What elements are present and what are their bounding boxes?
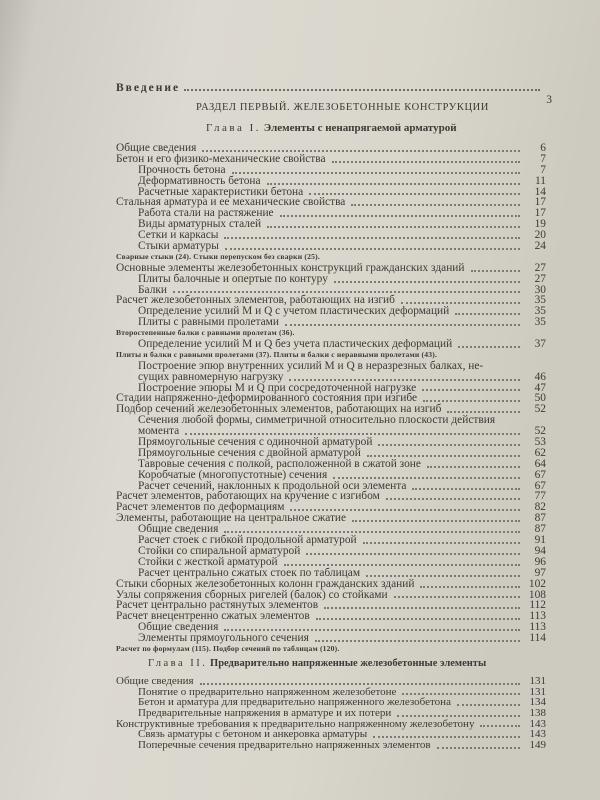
dot-leader: [373, 736, 520, 738]
dot-leader: [397, 715, 520, 717]
entry-title: Сварные стыки (24). Стыки перепуском без сварки (25).: [116, 251, 320, 261]
dot-leader: [437, 747, 520, 749]
entry-page: 11: [535, 174, 546, 187]
entry-page: 35: [534, 316, 546, 329]
entry-title: Общие сведения: [116, 141, 197, 154]
entry-title: Расчет стоек с гибкой продольной арматурой: [138, 534, 357, 547]
dot-leader: [202, 150, 520, 152]
dot-leader: [224, 629, 520, 631]
entry-page: 131: [529, 685, 546, 698]
entry-title: Второстепенные балки с равными пролетам (36).: [116, 328, 295, 338]
entry-title: Виды арматурных сталей: [138, 218, 262, 231]
dot-leader: [334, 281, 520, 283]
entry-title: Прямоугольные сечения с одиночной арматурой: [138, 436, 373, 449]
dot-leader: [306, 553, 520, 555]
toc-entry-wrapped-line: [116, 415, 546, 426]
entry-title: Построение эпюры M и Q при сосредоточенной нагрузке: [138, 381, 417, 394]
entry-title: Расчет по формулам (115). Подбор сечений по таблицам (120).: [116, 643, 340, 653]
entry-page: 108: [528, 588, 546, 601]
entry-page: 27: [534, 261, 546, 274]
entry-page: 143: [529, 717, 546, 730]
chapter-2-entries: [116, 676, 546, 751]
entry-title: Конструктивные требования к предварительно напряженному железобетону: [116, 717, 475, 730]
entry-title: Предварительные напряжения в арматуре и их потери: [138, 707, 392, 720]
section-heading: РАЗДЕЛ ПЕРВЫЙ. ЖЕЛЕЗОБЕТОННЫЕ КОНСТРУКЦИИ: [196, 102, 489, 113]
dot-leader: [316, 618, 520, 620]
entry-title: Стадии напряженно-деформированного состояния при изгибе: [116, 392, 418, 405]
entry-title: Работа стали на растяжение: [138, 207, 274, 220]
entry-title: Элементы прямоугольного сечения: [138, 632, 309, 645]
entry-title: Определение усилий M и Q с учетом пластических деформаций: [138, 305, 450, 318]
dot-leader: [471, 270, 521, 272]
dot-leader: [324, 607, 520, 609]
entry-page: 82: [534, 501, 546, 514]
entry-title: Бетон и его физико-механические свойства: [116, 152, 326, 165]
entry-page: 52: [534, 403, 546, 416]
entry-title: Плиты и балки с равными пролетами (37). Плиты и балки с неравными пролетами (43).: [116, 349, 438, 359]
entry-title: Расчетные характеристики бетона: [138, 185, 304, 198]
entry-page: 46: [534, 370, 546, 383]
dot-leader: [232, 172, 520, 174]
entry-title: Общие сведения: [116, 674, 194, 687]
entry-page: 67: [534, 479, 546, 492]
entry-title: Элементы, работающие на центральное сжатие: [116, 512, 347, 525]
entry-title: Общие сведения: [138, 621, 219, 634]
entry-page: 91: [534, 534, 546, 547]
toc-subtopics-note: [116, 644, 546, 655]
entry-page: 24: [534, 240, 546, 252]
entry-title: Основные элементы железобетонных конструкций гражданских зданий: [116, 261, 465, 274]
entry-title: Деформативность бетона: [138, 174, 261, 187]
entry-title: Бетон и арматура для предварительно напряженного железобетона: [138, 696, 451, 709]
entry-page: 77: [534, 490, 546, 503]
dot-leader: [412, 488, 520, 490]
entry-page: 47: [534, 381, 546, 394]
entry-title: Понятие о предварительно напряженном железобетоне: [138, 685, 397, 698]
entry-title: Сечения любой формы, симметричной относительно плоскости действия: [138, 414, 496, 427]
entry-title: Определение усилий M и Q без учета пластических деформаций: [138, 338, 453, 351]
entry-page: 50: [534, 392, 546, 405]
entry-page: 20: [534, 229, 546, 242]
entry-page: 143: [529, 728, 546, 741]
dot-leader: [285, 324, 520, 326]
dot-leader: [267, 183, 520, 185]
entry-title: Балки: [138, 283, 168, 296]
toc-subentry: [116, 372, 546, 383]
entry-page: 7: [540, 163, 546, 176]
dot-leader: [309, 193, 520, 195]
entry-title: Расчет центрально растянутых элементов: [116, 599, 319, 612]
entry-title: Тавровые сечения с полкой, расположенной в сжатой зоне: [138, 457, 421, 470]
chapter-heading-2: [148, 658, 486, 669]
toc-subentry: [116, 274, 546, 285]
entry-page: 149: [529, 739, 546, 752]
dot-leader: [267, 226, 520, 228]
entry-title: Связь арматуры с бетоном и анкеровка арматуры: [138, 728, 368, 741]
entry-page: 35: [534, 294, 546, 307]
entry-title: сущих равномерную нагрузку: [138, 370, 284, 383]
entry-title: Общие сведения: [138, 523, 219, 536]
entry-title: Построение эпюр внутренних усилий M и Q в неразрезных балках, не-: [138, 359, 484, 372]
entry-page: 53: [534, 436, 546, 449]
dot-leader: [224, 531, 520, 533]
entry-page: 19: [534, 218, 546, 231]
toc-subentry: [116, 470, 546, 481]
entry-title: Сетки и каркасы: [138, 229, 219, 242]
entry-page: 67: [534, 468, 546, 481]
entry-page: 96: [534, 555, 546, 568]
entry-title: Расчет элементов, работающих на кручение с изгибом: [116, 490, 380, 503]
entry-title: Плиты с равными пролетами: [138, 316, 279, 329]
dot-leader: [401, 302, 520, 304]
entry-page: 114: [529, 632, 546, 645]
entry-title: Расчет центрально сжатых стоек по таблицам: [138, 566, 361, 579]
toc-entry-introduction: [116, 82, 552, 106]
dot-leader: [280, 215, 520, 217]
entry-title: Подбор сечений железобетонных элементов, работающих на изгиб: [116, 403, 442, 416]
entry-page: 134: [529, 696, 546, 709]
toc-subentry: [116, 740, 546, 751]
entry-title: Прочность бетона: [138, 163, 226, 176]
entry-page: 138: [529, 707, 546, 720]
chapter-title: Предварительно напряженные железобетонные элементы: [210, 658, 487, 669]
dot-leader: [200, 683, 520, 685]
chapter-label: Глава II.: [148, 658, 208, 669]
dot-leader: [386, 498, 520, 500]
entry-page: 7: [540, 152, 546, 165]
entry-page: 87: [534, 523, 546, 536]
entry-page: 112: [529, 599, 546, 612]
entry-page: 87: [534, 512, 546, 525]
entry-title: Стальная арматура и ее механические свойства: [116, 196, 346, 209]
entry-page: 113: [529, 621, 546, 634]
dot-leader: [363, 542, 520, 544]
dot-leader: [422, 389, 520, 391]
dot-leader: [427, 466, 520, 468]
dot-leader: [457, 704, 520, 706]
entry-page: 37: [534, 338, 546, 351]
entry-title: Стыки сборных железобетонных колонн гражданских зданий: [116, 577, 415, 590]
toc-subentry: [116, 568, 546, 579]
entry-page: 102: [528, 577, 546, 590]
entry-page: 64: [534, 457, 546, 470]
toc-subentry: [116, 241, 546, 252]
dot-leader: [394, 596, 520, 598]
entry-page: 131: [529, 674, 546, 687]
entry-title: Прямоугольные сечения с двойной арматурой: [138, 446, 361, 459]
chapter-heading-1: [206, 122, 457, 134]
entry-page: 27: [534, 272, 546, 285]
entry-title: Стойки со спиральной арматурой: [138, 544, 301, 557]
chapter-1-entries: [116, 143, 546, 655]
entry-title: Стыки арматуры: [138, 240, 219, 252]
entry-page: 14: [534, 185, 546, 198]
entry-title: Узлы сопряжения сборных ригелей (балок) со стойками: [116, 588, 388, 601]
entry-title: Расчет сечений, наклонных к продольной оси элемента: [138, 479, 407, 492]
entry-page: 17: [534, 196, 546, 209]
toc-subentry: [116, 317, 546, 328]
dot-leader: [284, 564, 520, 566]
entry-title: Плиты балочные и опертые по контуру: [138, 272, 328, 285]
toc-subentry: [116, 176, 546, 187]
entry-page: 17: [534, 207, 546, 220]
dot-leader: [480, 725, 520, 727]
entry-page: 94: [534, 544, 546, 557]
entry-title: момента: [138, 425, 180, 438]
entry-title: Расчет элементов по деформациям: [116, 501, 285, 514]
dot-leader: [289, 379, 520, 381]
dot-leader: [351, 204, 520, 206]
dot-leader: [315, 640, 520, 642]
chapter-title: Элементы с ненапрягаемой арматурой: [263, 122, 457, 134]
entry-title: Расчет железобетонных элементов, работающих на изгиб: [116, 294, 395, 307]
dot-leader: [366, 575, 520, 577]
entry-page: 35: [534, 305, 546, 318]
dot-leader: [352, 520, 520, 522]
dot-leader: [455, 313, 520, 315]
toc-entry: [116, 579, 546, 590]
entry-page: 52: [534, 425, 546, 438]
entry-page: 97: [534, 566, 546, 579]
chapter-label: Глава I.: [206, 122, 261, 134]
dot-leader: [225, 248, 520, 250]
entry-title: Введение: [116, 82, 181, 94]
toc-subentry: [116, 633, 546, 644]
entry-page: 30: [534, 283, 546, 296]
dot-leader: [447, 411, 520, 413]
entry-title: Стойки с жесткой арматурой: [138, 555, 278, 568]
dot-leader: [402, 693, 520, 695]
dot-leader: [420, 586, 520, 588]
dot-leader: [332, 161, 520, 163]
dot-leader: [458, 346, 520, 348]
dot-leader: [367, 455, 520, 457]
entry-page: 62: [534, 446, 546, 459]
dot-leader: [423, 400, 520, 402]
entry-page: 6: [540, 141, 546, 154]
dot-leader: [173, 291, 520, 293]
dot-leader: [184, 89, 540, 91]
entry-title: Коробчатые (многопустотные) сечения: [138, 468, 328, 481]
entry-page: 113: [529, 610, 546, 623]
dot-leader: [290, 509, 520, 511]
entry-page: 3: [546, 94, 552, 106]
entry-title: Расчет внецентренно сжатых элементов: [116, 610, 310, 623]
dot-leader: [224, 237, 520, 239]
dot-leader: [378, 444, 520, 446]
dot-leader: [185, 433, 520, 435]
toc-subentry: [116, 339, 546, 350]
dot-leader: [333, 477, 520, 479]
entry-title: Поперечные сечения предварительно напряженных элементов: [138, 739, 431, 752]
